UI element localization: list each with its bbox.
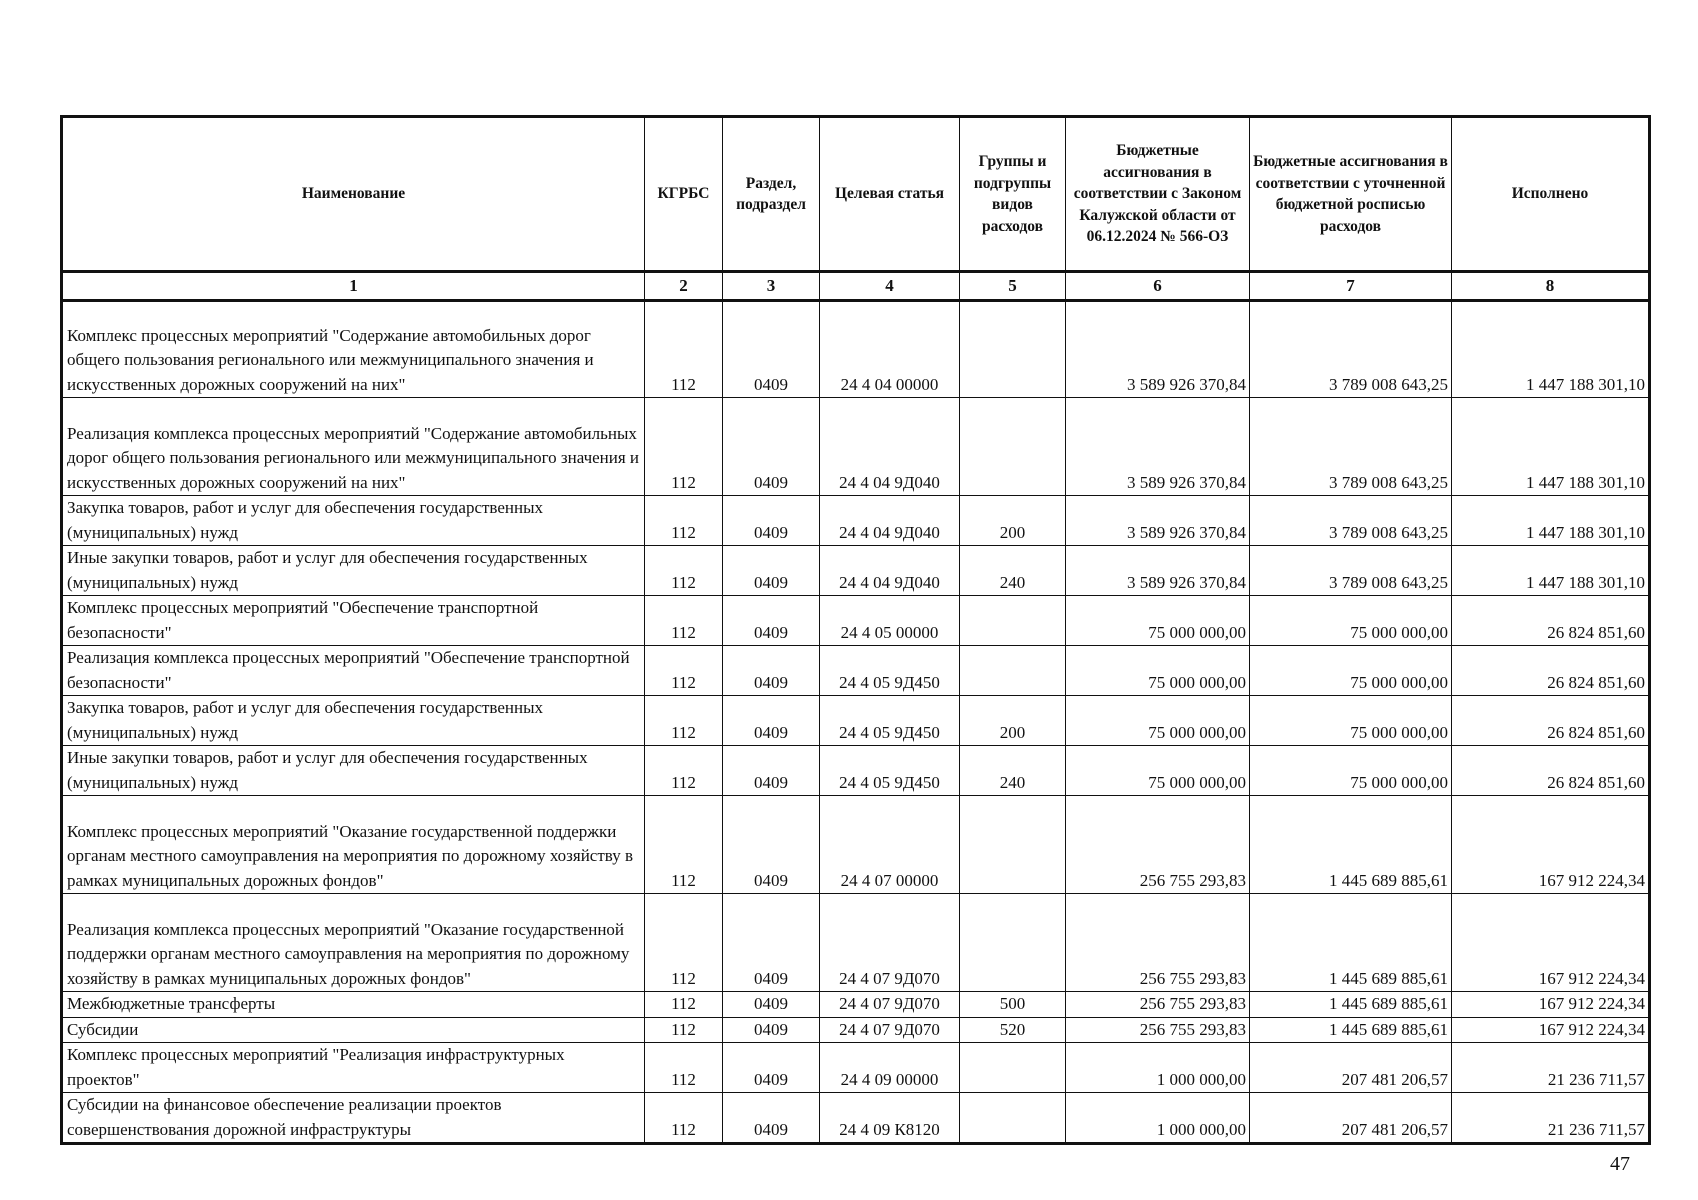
header-groups: Группы и подгруппы видов расходов bbox=[960, 117, 1066, 272]
table-row bbox=[62, 746, 1650, 796]
row-target: 24 4 07 9Д070 bbox=[820, 1017, 960, 1043]
column-number-row bbox=[62, 272, 1650, 301]
table-body bbox=[62, 301, 1650, 1144]
row-law: 256 755 293,83 bbox=[1066, 796, 1250, 894]
row-section: 0409 bbox=[723, 496, 820, 546]
table-row bbox=[62, 546, 1650, 596]
row-name: Межбюджетные трансферты bbox=[62, 992, 645, 1018]
row-name: Комплекс процессных мероприятий "Реализация инфраструктурных проектов" bbox=[62, 1043, 645, 1093]
header-name: Наименование bbox=[62, 117, 645, 272]
row-group: 200 bbox=[960, 496, 1066, 546]
page-number: 47 bbox=[1610, 1153, 1630, 1175]
row-name: Комплекс процессных мероприятий "Обеспечение транспортной безопасности" bbox=[62, 596, 645, 646]
header-row bbox=[62, 117, 1650, 272]
budget-table bbox=[60, 115, 1651, 1145]
column-number: 3 bbox=[723, 272, 820, 301]
row-executed: 1 447 188 301,10 bbox=[1452, 496, 1650, 546]
row-target: 24 4 07 9Д070 bbox=[820, 992, 960, 1018]
row-refined: 3 789 008 643,25 bbox=[1250, 398, 1452, 496]
row-section: 0409 bbox=[723, 546, 820, 596]
row-refined: 75 000 000,00 bbox=[1250, 646, 1452, 696]
row-name: Иные закупки товаров, работ и услуг для обеспечения государственных (муниципальных) нужд bbox=[62, 746, 645, 796]
row-group bbox=[960, 796, 1066, 894]
row-executed: 167 912 224,34 bbox=[1452, 992, 1650, 1018]
row-name: Комплекс процессных мероприятий "Содержание автомобильных дорог общего пользования регионального или межмуниципального значения и искусственных дорожных сооружений на них" bbox=[62, 301, 645, 398]
row-executed: 21 236 711,57 bbox=[1452, 1043, 1650, 1093]
row-kgrbs: 112 bbox=[645, 1093, 723, 1144]
row-target: 24 4 05 9Д450 bbox=[820, 646, 960, 696]
row-law: 256 755 293,83 bbox=[1066, 1017, 1250, 1043]
row-target: 24 4 04 9Д040 bbox=[820, 546, 960, 596]
row-group bbox=[960, 398, 1066, 496]
table-row bbox=[62, 301, 1650, 398]
row-name: Реализация комплекса процессных мероприятий "Содержание автомобильных дорог общего пользования регионального или межмуниципального значения и искусственных дорожных сооружений на них" bbox=[62, 398, 645, 496]
row-refined: 75 000 000,00 bbox=[1250, 746, 1452, 796]
row-name: Реализация комплекса процессных мероприятий "Обеспечение транспортной безопасности" bbox=[62, 646, 645, 696]
row-name: Комплекс процессных мероприятий "Оказание государственной поддержки органам местного самоуправления на мероприятия по дорожному хозяйству в рамках муниципальных дорожных фондов" bbox=[62, 796, 645, 894]
row-name: Субсидии bbox=[62, 1017, 645, 1043]
row-law: 75 000 000,00 bbox=[1066, 646, 1250, 696]
row-kgrbs: 112 bbox=[645, 696, 723, 746]
row-refined: 1 445 689 885,61 bbox=[1250, 1017, 1452, 1043]
table-row bbox=[62, 1093, 1650, 1144]
row-section: 0409 bbox=[723, 894, 820, 992]
row-refined: 207 481 206,57 bbox=[1250, 1043, 1452, 1093]
row-executed: 167 912 224,34 bbox=[1452, 894, 1650, 992]
column-number: 6 bbox=[1066, 272, 1250, 301]
row-section: 0409 bbox=[723, 1017, 820, 1043]
row-executed: 167 912 224,34 bbox=[1452, 1017, 1650, 1043]
row-group bbox=[960, 596, 1066, 646]
row-section: 0409 bbox=[723, 301, 820, 398]
row-group: 500 bbox=[960, 992, 1066, 1018]
header-kgrbs: КГРБС bbox=[645, 117, 723, 272]
row-group bbox=[960, 1043, 1066, 1093]
row-target: 24 4 05 9Д450 bbox=[820, 696, 960, 746]
row-name: Иные закупки товаров, работ и услуг для обеспечения государственных (муниципальных) нужд bbox=[62, 546, 645, 596]
table-row bbox=[62, 596, 1650, 646]
row-group bbox=[960, 894, 1066, 992]
row-refined: 1 445 689 885,61 bbox=[1250, 894, 1452, 992]
row-refined: 75 000 000,00 bbox=[1250, 596, 1452, 646]
row-target: 24 4 07 9Д070 bbox=[820, 894, 960, 992]
row-group: 240 bbox=[960, 546, 1066, 596]
header-law-allocations: Бюджетные ассигнования в соответствии с Законом Калужской области от 06.12.2024 № 566-ОЗ bbox=[1066, 117, 1250, 272]
row-law: 1 000 000,00 bbox=[1066, 1043, 1250, 1093]
column-number: 4 bbox=[820, 272, 960, 301]
row-law: 75 000 000,00 bbox=[1066, 696, 1250, 746]
row-refined: 3 789 008 643,25 bbox=[1250, 496, 1452, 546]
row-kgrbs: 112 bbox=[645, 894, 723, 992]
row-kgrbs: 112 bbox=[645, 746, 723, 796]
header-target: Целевая статья bbox=[820, 117, 960, 272]
row-section: 0409 bbox=[723, 796, 820, 894]
table-row bbox=[62, 796, 1650, 894]
row-executed: 1 447 188 301,10 bbox=[1452, 398, 1650, 496]
row-law: 75 000 000,00 bbox=[1066, 746, 1250, 796]
row-name: Реализация комплекса процессных мероприятий "Оказание государственной поддержки органам местного самоуправления на мероприятия по дорожному хозяйству в рамках муниципальных дорожных фондов" bbox=[62, 894, 645, 992]
row-group bbox=[960, 646, 1066, 696]
row-section: 0409 bbox=[723, 992, 820, 1018]
row-executed: 167 912 224,34 bbox=[1452, 796, 1650, 894]
row-section: 0409 bbox=[723, 696, 820, 746]
row-kgrbs: 112 bbox=[645, 646, 723, 696]
row-target: 24 4 09 К8120 bbox=[820, 1093, 960, 1144]
row-law: 75 000 000,00 bbox=[1066, 596, 1250, 646]
row-name: Закупка товаров, работ и услуг для обеспечения государственных (муниципальных) нужд bbox=[62, 696, 645, 746]
column-number: 2 bbox=[645, 272, 723, 301]
row-refined: 207 481 206,57 bbox=[1250, 1093, 1452, 1144]
table-row bbox=[62, 398, 1650, 496]
row-executed: 21 236 711,57 bbox=[1452, 1093, 1650, 1144]
table-row bbox=[62, 894, 1650, 992]
row-group: 520 bbox=[960, 1017, 1066, 1043]
row-name: Закупка товаров, работ и услуг для обеспечения государственных (муниципальных) нужд bbox=[62, 496, 645, 546]
row-section: 0409 bbox=[723, 1093, 820, 1144]
row-law: 3 589 926 370,84 bbox=[1066, 496, 1250, 546]
row-kgrbs: 112 bbox=[645, 398, 723, 496]
row-executed: 1 447 188 301,10 bbox=[1452, 301, 1650, 398]
row-executed: 26 824 851,60 bbox=[1452, 646, 1650, 696]
row-kgrbs: 112 bbox=[645, 596, 723, 646]
header-section: Раздел, подраздел bbox=[723, 117, 820, 272]
column-number: 5 bbox=[960, 272, 1066, 301]
header-executed: Исполнено bbox=[1452, 117, 1650, 272]
row-kgrbs: 112 bbox=[645, 796, 723, 894]
row-group: 200 bbox=[960, 696, 1066, 746]
row-refined: 3 789 008 643,25 bbox=[1250, 301, 1452, 398]
header-refined-allocations: Бюджетные ассигнования в соответствии с уточненной бюджетной росписью расходов bbox=[1250, 117, 1452, 272]
row-law: 1 000 000,00 bbox=[1066, 1093, 1250, 1144]
column-number: 8 bbox=[1452, 272, 1650, 301]
table-row bbox=[62, 1017, 1650, 1043]
row-law: 3 589 926 370,84 bbox=[1066, 546, 1250, 596]
row-refined: 75 000 000,00 bbox=[1250, 696, 1452, 746]
row-group bbox=[960, 301, 1066, 398]
table-row bbox=[62, 646, 1650, 696]
row-kgrbs: 112 bbox=[645, 992, 723, 1018]
row-section: 0409 bbox=[723, 646, 820, 696]
row-section: 0409 bbox=[723, 746, 820, 796]
row-section: 0409 bbox=[723, 398, 820, 496]
row-section: 0409 bbox=[723, 596, 820, 646]
row-law: 256 755 293,83 bbox=[1066, 992, 1250, 1018]
column-number: 7 bbox=[1250, 272, 1452, 301]
row-kgrbs: 112 bbox=[645, 546, 723, 596]
table-row bbox=[62, 696, 1650, 746]
row-target: 24 4 04 9Д040 bbox=[820, 496, 960, 546]
table-row bbox=[62, 1043, 1650, 1093]
row-target: 24 4 05 00000 bbox=[820, 596, 960, 646]
row-kgrbs: 112 bbox=[645, 496, 723, 546]
row-law: 3 589 926 370,84 bbox=[1066, 398, 1250, 496]
row-target: 24 4 05 9Д450 bbox=[820, 746, 960, 796]
row-section: 0409 bbox=[723, 1043, 820, 1093]
row-target: 24 4 09 00000 bbox=[820, 1043, 960, 1093]
row-refined: 1 445 689 885,61 bbox=[1250, 796, 1452, 894]
row-law: 256 755 293,83 bbox=[1066, 894, 1250, 992]
row-executed: 26 824 851,60 bbox=[1452, 746, 1650, 796]
row-law: 3 589 926 370,84 bbox=[1066, 301, 1250, 398]
row-kgrbs: 112 bbox=[645, 1017, 723, 1043]
row-refined: 1 445 689 885,61 bbox=[1250, 992, 1452, 1018]
row-executed: 26 824 851,60 bbox=[1452, 696, 1650, 746]
row-kgrbs: 112 bbox=[645, 1043, 723, 1093]
row-kgrbs: 112 bbox=[645, 301, 723, 398]
row-group bbox=[960, 1093, 1066, 1144]
table-row bbox=[62, 496, 1650, 546]
row-name: Субсидии на финансовое обеспечение реализации проектов совершенствования дорожной инфраструктуры bbox=[62, 1093, 645, 1144]
row-target: 24 4 04 00000 bbox=[820, 301, 960, 398]
row-group: 240 bbox=[960, 746, 1066, 796]
row-executed: 26 824 851,60 bbox=[1452, 596, 1650, 646]
row-executed: 1 447 188 301,10 bbox=[1452, 546, 1650, 596]
row-target: 24 4 04 9Д040 bbox=[820, 398, 960, 496]
row-refined: 3 789 008 643,25 bbox=[1250, 546, 1452, 596]
row-target: 24 4 07 00000 bbox=[820, 796, 960, 894]
table-row bbox=[62, 992, 1650, 1018]
column-number: 1 bbox=[62, 272, 645, 301]
